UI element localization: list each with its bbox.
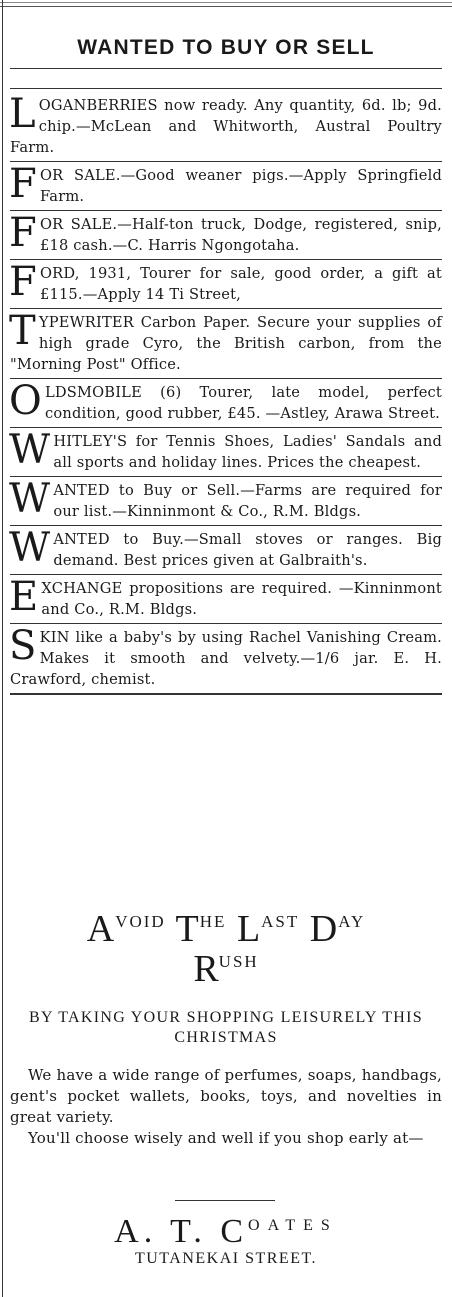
headline-cap-d: D	[309, 908, 339, 950]
ad-text: YPEWRITER Carbon Paper. Secure your supplies of high grade Cyro, the British carbon, from the "Morning Post" Office.	[10, 314, 442, 373]
classified-ad	[10, 211, 442, 260]
ad-text: OR SALE.—Good weaner pigs.—Apply Springfield Farm.	[39, 167, 442, 205]
ad-drop-initial: S	[9, 623, 37, 669]
headline-cap-a: A	[86, 908, 116, 950]
heading-rule-lower	[10, 88, 442, 89]
headline-cap-b: T	[175, 908, 200, 950]
column-left-rule	[2, 0, 3, 1297]
classified-ad	[10, 162, 442, 211]
display-ad-subhead: BY TAKING YOUR SHOPPING LEISURELY THIS CHRISTMAS	[29, 1009, 423, 1046]
headline-cap-r: R	[193, 948, 219, 990]
classified-ad	[10, 428, 442, 477]
ad-text: ANTED to Buy.—Small stoves or ranges. Big demand. Best prices given at Galbraith's.	[53, 531, 442, 569]
ad-text: KIN like a baby's by using Rachel Vanishing Cream. Makes it smooth and velvety.—1/6 jar. E. H. Crawford, chemist.	[10, 629, 442, 688]
display-ad-paragraph: You'll choose wisely and well if you shop early at—	[28, 1129, 424, 1147]
advertiser-initials: A. T. C	[114, 1213, 249, 1250]
ad-text: OR SALE.—Half-ton truck, Dodge, registered, snip, £18 cash.—C. Harris Ngongotaha.	[39, 216, 442, 254]
ad-text: ANTED to Buy or Sell.—Farms are required for our list.—Kinninmont & Co., R.M. Bldgs.	[53, 482, 442, 520]
ad-text: ORD, 1931, Tourer for sale, good order, a gift at £115.—Apply 14 Ti Street,	[39, 265, 442, 303]
classified-ad	[10, 309, 442, 379]
classified-ad	[10, 526, 442, 575]
headline-cap-c: L	[236, 908, 262, 950]
ad-drop-initial: T	[9, 308, 36, 354]
display-ad-paragraph: We have a wide range of perfumes, soaps, handbags, gent's pocket wallets, books, toys, and novelties in great variety.	[10, 1066, 442, 1126]
ad-drop-initial: W	[9, 476, 51, 522]
section-heading: WANTED TO BUY OR SELL	[77, 36, 375, 59]
classified-ad	[10, 260, 442, 309]
headline-small-a: VOID	[115, 912, 166, 931]
ad-drop-initial: F	[9, 259, 37, 305]
ad-drop-initial: W	[9, 427, 51, 473]
advertiser-name-rest: OATES	[248, 1217, 338, 1234]
headline-small-d: AY	[338, 912, 366, 931]
ad-drop-initial: W	[9, 525, 51, 571]
ad-drop-initial: F	[9, 161, 37, 207]
ad-text: HITLEY'S for Tennis Shoes, Ladies' Sandals and all sports and holiday lines. Prices the cheapest.	[53, 433, 442, 471]
heading-rule-upper	[10, 68, 442, 69]
ad-text: XCHANGE propositions are required. —Kinninmont and Co., R.M. Bldgs.	[41, 580, 442, 618]
ad-drop-initial: F	[9, 210, 37, 256]
ad-text: OGANBERRIES now ready. Any quantity, 6d. lb; 9d. chip.—McLean and Whitworth, Austral Poultry Farm.	[10, 97, 442, 156]
advertiser-street: TUTANEKAI STREET.	[134, 1250, 318, 1267]
headline-small-r: USH	[218, 952, 259, 971]
classified-ad	[10, 575, 442, 624]
display-ad-headline-line2	[10, 940, 442, 991]
top-rule	[0, 6, 452, 7]
display-ad-body	[10, 1065, 442, 1149]
classified-ad	[10, 624, 442, 695]
classified-ad	[10, 379, 442, 428]
ad-drop-initial: E	[9, 574, 39, 620]
classified-ad	[10, 92, 442, 162]
signature-rule	[175, 1200, 275, 1201]
headline-small-b: HE	[199, 912, 227, 931]
ad-drop-initial: L	[9, 91, 36, 137]
classified-ads-list	[10, 92, 442, 695]
classified-ad	[10, 477, 442, 526]
headline-small-c: AST	[261, 912, 300, 931]
top-rule-thin	[0, 2, 452, 3]
ad-drop-initial: O	[9, 378, 42, 424]
ad-text: LDSMOBILE (6) Tourer, late model, perfect condition, good rubber, £45. —Astley, Arawa Street.	[45, 384, 442, 422]
advertiser-name	[10, 1208, 442, 1250]
